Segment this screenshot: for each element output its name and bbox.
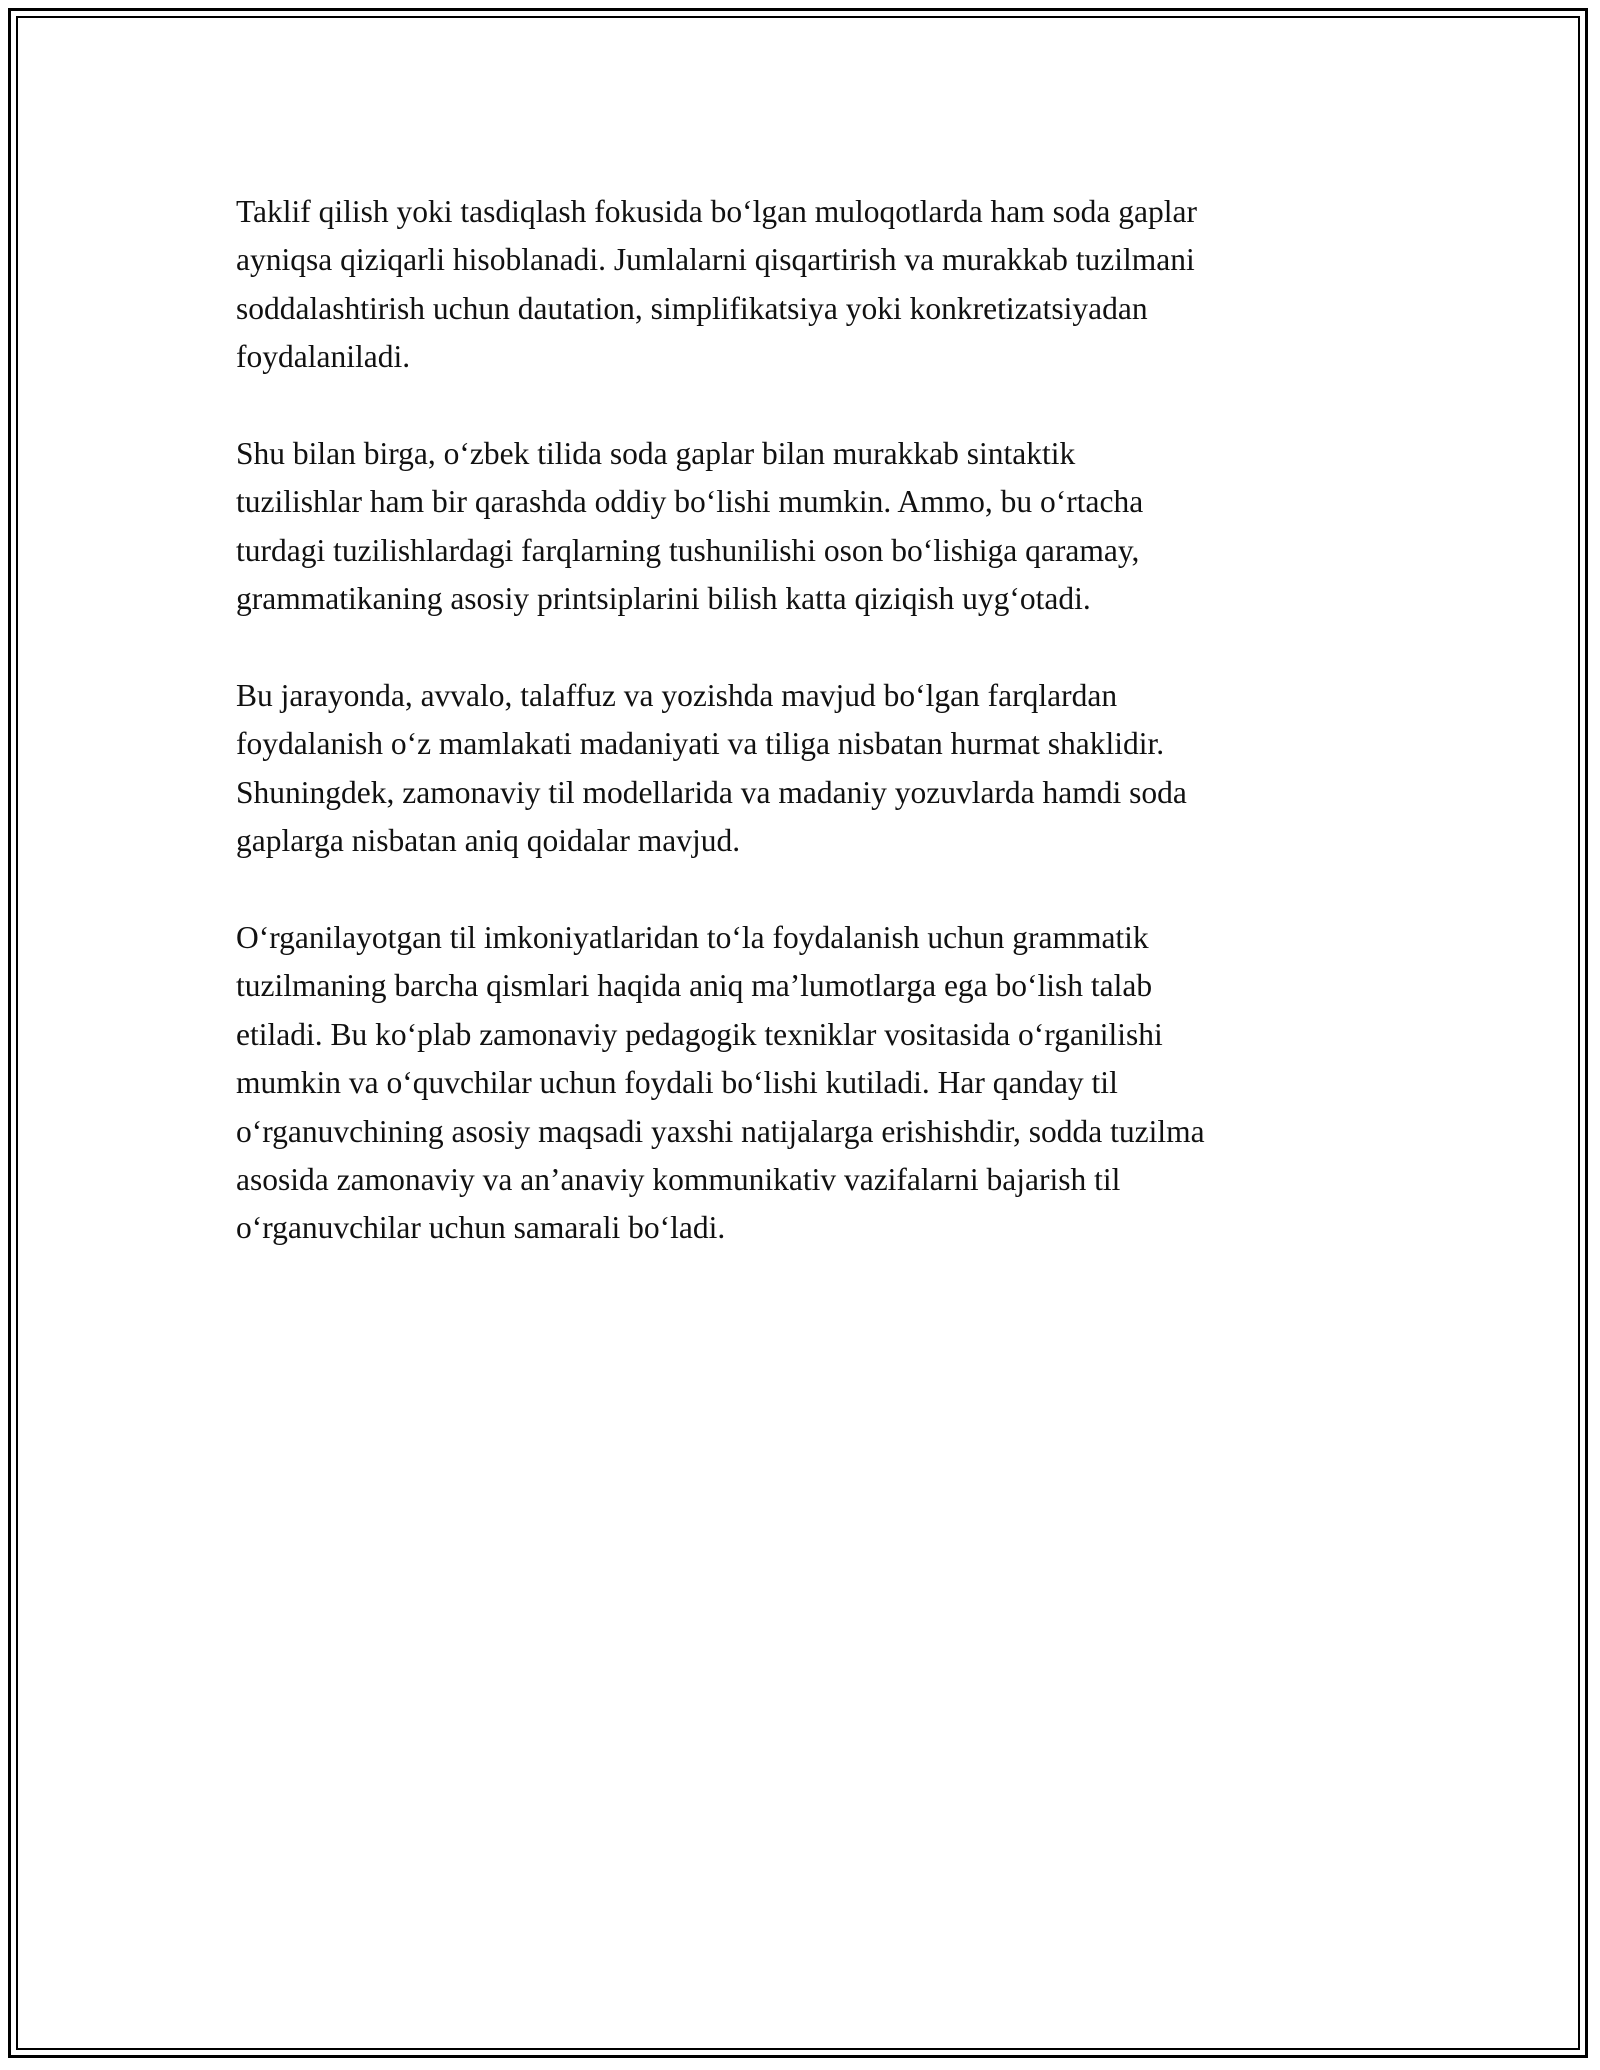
paragraph-3: Bu jarayonda, avvalo, talaffuz va yozishda mavjud bo‘lgan farqlardan foydalanish o‘z mamlakati madaniyati va tiliga nisbatan hurmat shaklidir. Shuningdek, zamonaviy til modellarida va madaniy yozuvlarda hamdi soda gaplarga nisbatan aniq qoidalar mavjud. (236, 678, 1187, 859)
paragraph-4: O‘rganilayotgan til imkoniyatlaridan to‘la foydalanish uchun grammatik tuzilmaning barcha qismlari haqida aniq ma’lumotlarga ega bo‘lish talab etiladi. Bu ko‘plab zamonaviy pedagogik texniklar vositasida o‘rganilishi mumkin va o‘quvchilar uchun foydali bo‘lishi kutiladi. Har qanday til o‘rganuvchining asosiy maqsadi yaxshi natijalarga erishishdir, sodda tuzilma asosida zamonaviy va an’anaviy kommunikativ vazifalarni bajarish til o‘rganuvchilar uchun samarali bo‘ladi. (236, 920, 1205, 1246)
paragraph-2: Shu bilan birga, o‘zbek tilida soda gaplar bilan murakkab sintaktik tuzilishlar ham bir qarashda oddiy bo‘lishi mumkin. Ammo, bu o‘rtacha turdagi tuzilishlardagi farqlarning tushunilishi oson bo‘lishiga qaramay, grammatikaning asosiy printsiplarini bilish katta qiziqish uyg‘otadi. (236, 436, 1144, 617)
paragraph-1: Taklif qilish yoki tasdiqlash fokusida bo‘lgan muloqotlarda ham soda gaplar ayniqsa qiziqarli hisoblanadi. Jumlalarni qisqartirish va murakkab tuzilmani soddalashtirish uchun dautation, simplifikatsiya yoki konkretizatsiyadan foydalaniladi. (236, 194, 1197, 375)
document-body (236, 188, 1376, 1301)
